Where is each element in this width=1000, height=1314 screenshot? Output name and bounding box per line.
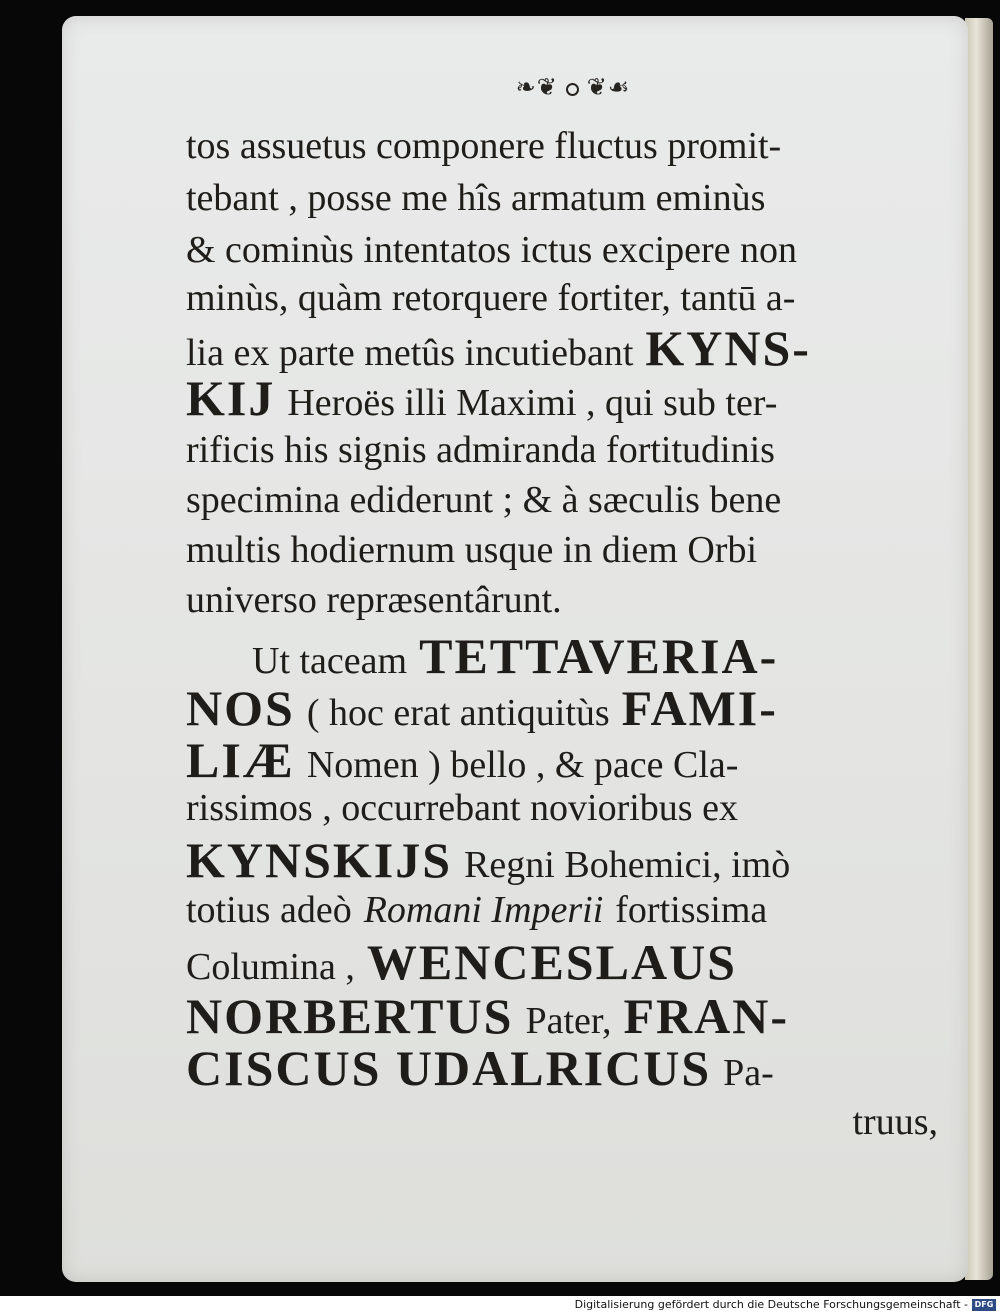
text-line	[186, 424, 938, 476]
line-text: lia ex parte metûs incutiebant	[186, 332, 634, 374]
text-line	[186, 524, 938, 576]
line-text: Pa-	[723, 1052, 774, 1094]
family-name-caps: KIJ	[186, 370, 276, 426]
text-line	[186, 224, 938, 276]
dfg-logo-icon: DFG	[972, 1299, 996, 1311]
digitization-footer	[0, 1296, 1000, 1314]
family-name-caps: FAMI-	[621, 680, 778, 736]
person-name-caps: NORBERTUS	[186, 988, 514, 1044]
line-text: universo repræsentârunt.	[186, 579, 562, 621]
line-text: fortissima	[615, 889, 768, 931]
italic-phrase: Romani Imperii	[363, 889, 604, 931]
funding-credit: Digitalisierung gefördert durch die Deutsche Forschungsgemeinschaft -	[574, 1298, 968, 1311]
line-text: totius adeò	[186, 889, 352, 931]
line-text: multis hodiernum usque in diem Orbi	[186, 529, 758, 571]
text-line	[186, 682, 938, 734]
line-text: Nomen ) bello , & pace Cla-	[306, 744, 739, 786]
text-line	[186, 734, 938, 786]
line-text: specimina ediderunt ; & à sæculis bene	[186, 479, 782, 521]
text-line	[186, 574, 938, 626]
text-line	[186, 474, 938, 526]
text-line	[186, 272, 938, 324]
text-line	[186, 322, 938, 374]
text-line	[186, 1042, 938, 1094]
line-text: rissimos , occurrebant novioribus ex	[186, 787, 738, 829]
family-name-caps: KYNS-	[645, 320, 811, 376]
family-name-caps: NOS	[186, 680, 295, 736]
line-text: & cominùs intentatos ictus excipere non	[186, 229, 798, 271]
text-line	[186, 834, 938, 886]
fleuron-right-icon: ❦☙	[586, 75, 631, 101]
fleuron-left-icon: ❧❦	[515, 75, 558, 101]
text-line	[186, 884, 938, 936]
line-text: Columina ,	[186, 946, 355, 988]
family-name-caps: TETTAVERIA-	[419, 628, 779, 684]
line-text: Regni Bohemici, imò	[464, 844, 791, 886]
line-text: minùs, quàm retorquere fortiter, tantū a-	[186, 277, 796, 319]
ornament-circle-icon	[566, 83, 579, 96]
line-text: Ut taceam	[252, 640, 408, 682]
person-name-caps: FRAN-	[623, 988, 790, 1044]
text-line	[186, 990, 938, 1042]
text-line	[186, 782, 938, 834]
ornament-headpiece	[498, 72, 648, 104]
catchword-text: truus,	[852, 1101, 938, 1143]
line-text: Pater,	[525, 1000, 612, 1042]
person-name-caps: WENCESLAUS	[366, 934, 737, 990]
line-text: tos assuetus componere fluctus promit-	[186, 125, 782, 167]
text-line	[186, 120, 938, 172]
line-text: ( hoc erat antiquitùs	[306, 692, 610, 734]
page-edge	[965, 18, 993, 1280]
line-text: rificis his signis admiranda fortitudinis	[186, 429, 775, 471]
family-name-caps: KYNSKIJS	[186, 832, 453, 888]
person-name-caps: CISCUS UDALRICUS	[186, 1040, 712, 1096]
line-text: tebant , posse me hîs armatum eminùs	[186, 177, 766, 219]
text-line	[186, 936, 938, 988]
catchword	[186, 1096, 938, 1148]
line-text: Heroës illi Maximi , qui sub ter-	[287, 382, 778, 424]
text-line	[186, 172, 938, 224]
family-name-caps: LIÆ	[186, 732, 295, 788]
text-line	[186, 372, 938, 424]
text-line	[252, 630, 938, 682]
